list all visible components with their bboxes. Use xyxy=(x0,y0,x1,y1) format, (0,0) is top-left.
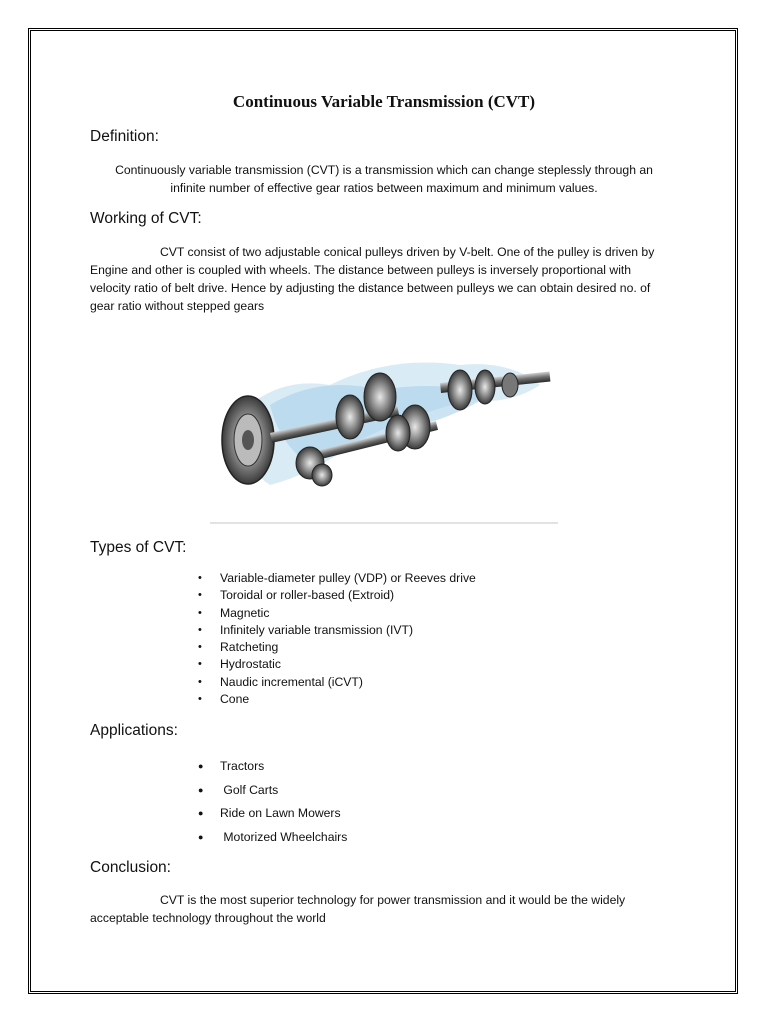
working-text xyxy=(90,243,690,315)
types-list-item: • Toroidal or roller-based (Extroid) xyxy=(198,587,476,604)
cvt-transmission-image xyxy=(210,345,558,525)
types-list xyxy=(198,570,476,708)
applications-list-item: ● Golf Carts xyxy=(198,781,347,805)
applications-list-item: ● Tractors xyxy=(198,757,347,781)
applications-list xyxy=(198,757,347,851)
working-line-1: CVT consist of two adjustable conical pulleys driven by V-belt. One of the pulley is driven by xyxy=(160,245,655,259)
applications-list-item: ● Ride on Lawn Mowers xyxy=(198,804,347,828)
working-heading: Working of CVT: xyxy=(90,210,202,227)
conclusion-text xyxy=(90,891,690,927)
types-list-item: • Hydrostatic xyxy=(198,656,476,673)
conclusion-line-1: CVT is the most superior technology for power transmission and it would be the widely xyxy=(160,893,626,907)
types-list-item: • Variable-diameter pulley (VDP) or Reeves drive xyxy=(198,570,476,587)
working-line-2: Engine and other is coupled with wheels. The distance between pulleys is inversely proportional with xyxy=(90,263,632,277)
types-list-item: • Magnetic xyxy=(198,605,476,622)
definition-text xyxy=(90,161,678,197)
applications-heading: Applications: xyxy=(90,722,178,739)
working-line-4: gear ratio without stepped gears xyxy=(90,299,265,313)
working-line-3: velocity ratio of belt drive. Hence by adjusting the distance between pulleys we can obtain desired no. of xyxy=(90,281,651,295)
conclusion-line-2: acceptable technology throughout the world xyxy=(90,911,326,925)
applications-list-item: ● Motorized Wheelchairs xyxy=(198,828,347,852)
types-list-item: • Ratcheting xyxy=(198,639,476,656)
conclusion-heading: Conclusion: xyxy=(90,859,171,876)
definition-line-2: infinite number of effective gear ratios between maximum and minimum values. xyxy=(170,181,598,195)
types-heading: Types of CVT: xyxy=(90,539,187,556)
types-list-item: • Cone xyxy=(198,691,476,708)
definition-line-1: Continuously variable transmission (CVT) is a transmission which can change steplessly through an xyxy=(115,163,653,177)
types-list-item: • Naudic incremental (iCVT) xyxy=(198,674,476,691)
document-title: Continuous Variable Transmission (CVT) xyxy=(232,92,536,111)
types-list-item: • Infinitely variable transmission (IVT) xyxy=(198,622,476,639)
definition-heading: Definition: xyxy=(90,128,159,145)
